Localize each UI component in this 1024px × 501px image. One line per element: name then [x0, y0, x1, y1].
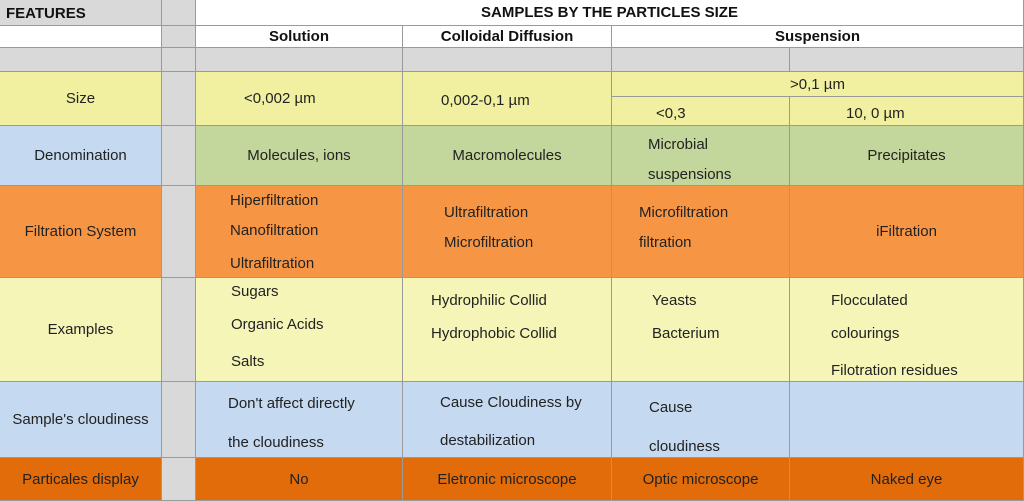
examples-colloidal-cell	[403, 278, 612, 382]
denomination-suspension-a-line: suspensions	[648, 166, 732, 183]
filtration-label: Filtration System	[0, 186, 162, 278]
filtration-solution-line: Hiperfiltration	[230, 192, 319, 209]
spacer-cell	[0, 48, 162, 72]
cloudiness-suspension-b-cell	[790, 382, 1024, 458]
suspension-header: Suspension	[612, 26, 1024, 48]
spacer-cell	[162, 186, 196, 278]
examples-suspension-b-line: colourings	[831, 325, 900, 342]
denomination-suspension-b: Precipitates	[790, 126, 1024, 186]
cloudiness-suspension-a-line: cloudiness	[649, 438, 720, 455]
spacer-cell	[196, 48, 403, 72]
cloudiness-colloidal-line: destabilization	[440, 432, 536, 449]
spacer-cell	[162, 382, 196, 458]
cloudiness-colloidal-cell	[403, 382, 612, 458]
examples-suspension-b-line: Filotration residues	[831, 362, 958, 379]
examples-solution-line: Sugars	[231, 283, 279, 300]
spacer-cell	[162, 126, 196, 186]
cloudiness-suspension-a-line: Cause	[649, 399, 693, 416]
display-label: Particales display	[0, 458, 162, 501]
spacer-cell	[790, 48, 1024, 72]
features-header-cell	[0, 0, 162, 26]
examples-solution-cell	[196, 278, 403, 382]
cloudiness-solution-cell	[196, 382, 403, 458]
display-suspension-b: Naked eye	[790, 458, 1024, 501]
size-solution: <0,002 µm	[244, 90, 316, 107]
features-header: FEATURES	[6, 5, 86, 22]
spacer-cell	[403, 48, 612, 72]
filtration-suspension-a-line: Microfiltration	[639, 204, 729, 221]
spacer-cell	[612, 48, 790, 72]
empty-header-cell	[0, 26, 162, 48]
denomination-suspension-a-cell	[612, 126, 790, 186]
cloudiness-suspension-a-cell	[612, 382, 790, 458]
colloidal-header: Colloidal Diffusion	[403, 26, 612, 48]
spacer-cell	[162, 458, 196, 501]
size-suspension-a: <0,3	[656, 105, 686, 122]
examples-solution-line: Salts	[231, 353, 265, 370]
examples-colloidal-line: Hydrophobic Collid	[431, 325, 557, 342]
filtration-suspension-a-cell	[612, 186, 790, 278]
spacer-cell	[162, 72, 196, 126]
spacer-cell	[162, 48, 196, 72]
size-suspension-a-cell	[612, 97, 790, 126]
examples-colloidal-line: Hydrophilic Collid	[431, 292, 547, 309]
filtration-colloidal-line: Microfiltration	[444, 234, 534, 251]
examples-suspension-a-cell	[612, 278, 790, 382]
filtration-suspension-a-line: filtration	[639, 234, 692, 251]
cloudiness-solution-line: Don't affect directly	[228, 395, 355, 412]
filtration-suspension-b: iFiltration	[790, 186, 1024, 278]
size-colloidal-cell	[403, 72, 612, 126]
size-colloidal: 0,002-0,1 µm	[441, 92, 530, 109]
cloudiness-colloidal-line: Cause Cloudiness by	[440, 394, 582, 411]
display-suspension-a: Optic microscope	[612, 458, 790, 501]
display-colloidal: Eletronic microscope	[403, 458, 612, 501]
denomination-suspension-a-line: Microbial	[648, 136, 709, 153]
size-suspension-b-cell	[790, 97, 1024, 126]
size-solution-cell	[196, 72, 403, 126]
spacer-cell	[162, 26, 196, 48]
denomination-colloidal: Macromolecules	[403, 126, 612, 186]
denomination-solution: Molecules, ions	[196, 126, 403, 186]
size-label: Size	[0, 72, 162, 126]
cloudiness-label: Sample's cloudiness	[0, 382, 162, 458]
filtration-solution-line: Nanofiltration	[230, 222, 319, 239]
filtration-colloidal-cell	[403, 186, 612, 278]
filtration-colloidal-line: Ultrafiltration	[444, 204, 529, 221]
filtration-solution-cell	[196, 186, 403, 278]
examples-suspension-b-line: Flocculated	[831, 292, 908, 309]
spacer-cell	[162, 0, 196, 26]
denomination-label: Denomination	[0, 126, 162, 186]
display-solution: No	[196, 458, 403, 501]
cloudiness-solution-line: the cloudiness	[228, 434, 324, 451]
samples-header: SAMPLES BY THE PARTICLES SIZE	[196, 0, 1024, 26]
spacer-cell	[162, 278, 196, 382]
size-suspension-top: >0,1 µm	[612, 72, 1024, 97]
solution-header: Solution	[196, 26, 403, 48]
examples-label: Examples	[0, 278, 162, 382]
examples-suspension-b-cell	[790, 278, 1024, 382]
examples-suspension-a-line: Yeasts	[652, 292, 697, 309]
filtration-solution-line: Ultrafiltration	[230, 255, 315, 272]
examples-suspension-a-line: Bacterium	[652, 325, 720, 342]
examples-solution-line: Organic Acids	[231, 316, 324, 333]
size-suspension-b: 10, 0 µm	[846, 105, 905, 122]
